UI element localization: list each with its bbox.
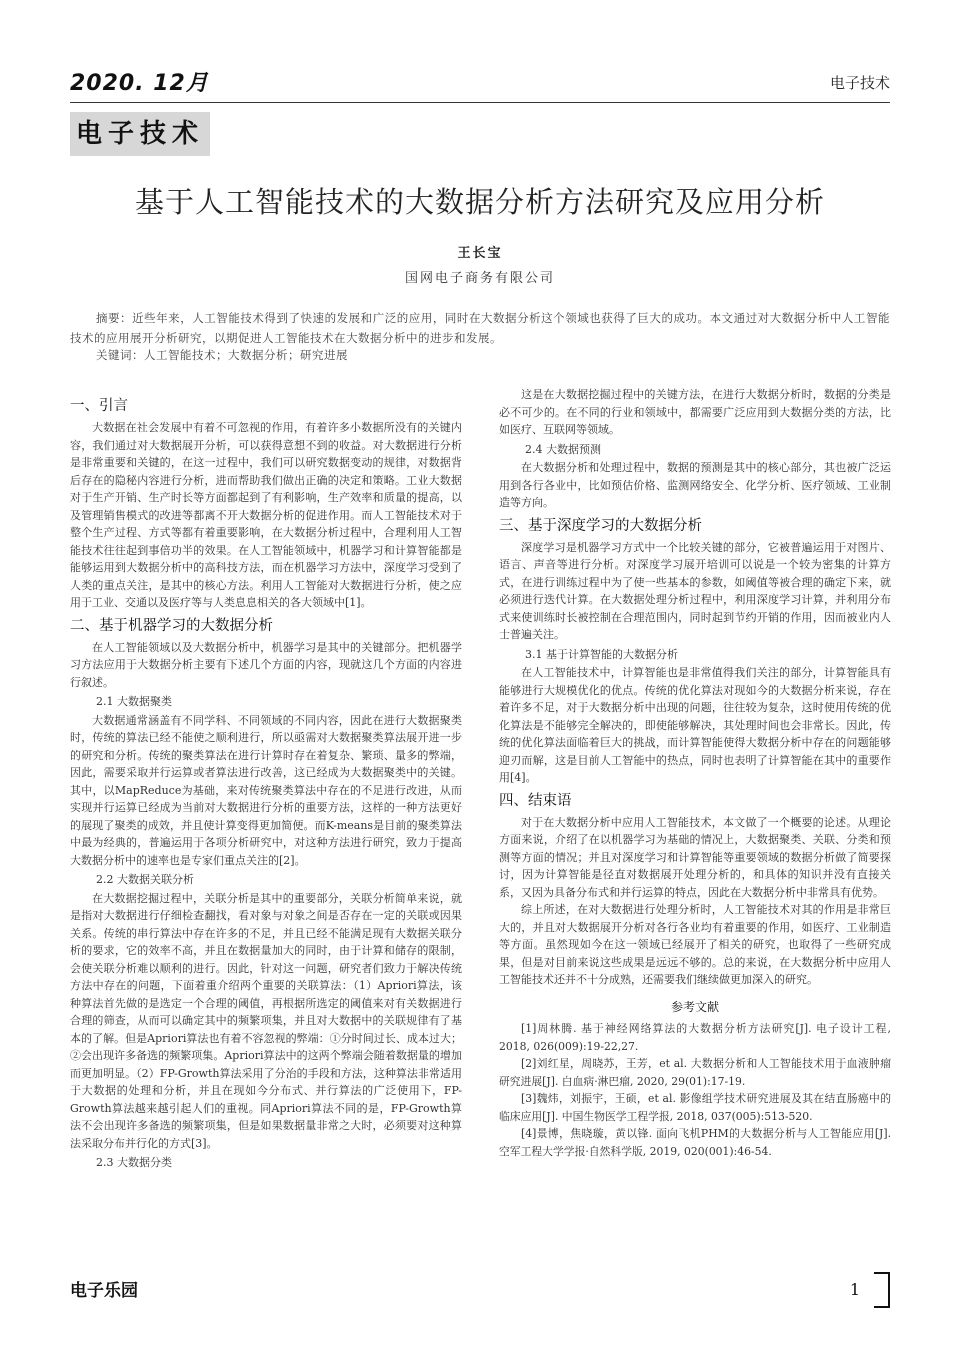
paragraph: 在人工智能领域以及大数据分析中，机器学习是其中的关键部分。把机器学习方法应用于大数据分析主要有下述几个方面的内容，现就这几个方面的内容进行叙述。 xyxy=(70,640,462,689)
paragraph: 在大数据分析和处理过程中，数据的预测是其中的核心部分，其也被广泛运用到各行各业中，比如预估价格、监测网络安全、化学分析、医疗领域、工业制造等方向。 xyxy=(499,461,891,509)
paragraph: 大数据通常涵盖有不同学科、不同领域的不同内容，因此在进行大数据聚类时，传统的算法已经不能使之顺利进行，所以亟需对大数据聚类算法展开进一步的研究和分析。传统的聚类算法在进行计算时存在着复杂、繁琐、量多的弊端，因此，需要采取并行运算或者算法进行改善，这已经成为大数据聚类中的关键。其中，以MapReduce为基础，来对传统聚类算法中存在的不足进行改进，从而实现并行运算已经成为当前对大数据进行分析的重要方法，这样的一种方法更好的展现了聚类的成效，并且使计算变得更加简便。而K-means是目前的聚类算法中最为经典的，普遍运用于各项分析研究中，对这种方法进行研究，致力于提高大数据分析中的速率也是专家们重点关注的[2]。 xyxy=(70,713,462,867)
section-heading: 一、引言 xyxy=(70,398,128,414)
left-column xyxy=(70,392,462,1173)
keywords: 关键词：人工智能技术；大数据分析；研究进展 xyxy=(96,348,348,362)
paragraph: 对于在大数据分析中应用人工智能技术，本文做了一个概要的论述。从理论方面来说，介绍了在以机器学习为基础的情况上，大数据聚类、关联、分类和预测等方面的情况；并且对深度学习和计算智能等重要领域的数据分析做了简要探讨，因为计算智能是径直对数据展开处理分析的，和具体的知识并没有直接关系，又因为具备分布式和并行运算的特点，因此在大数据分析中非常具有优势。 xyxy=(499,815,891,899)
page-marker xyxy=(874,1272,890,1308)
subsection-heading: 2.1 大数据聚类 xyxy=(96,695,172,708)
reference-item: [1]周林腾. 基于神经网络算法的大数据分析方法研究[J]. 电子设计工程, 2018, 026(009):19-22,27. xyxy=(499,1022,891,1053)
section-heading: 二、基于机器学习的大数据分析 xyxy=(70,617,273,634)
subsection-heading: 3.1 基于计算智能的大数据分析 xyxy=(525,647,678,661)
paragraph: 在人工智能技术中，计算智能也是非常值得我们关注的部分，计算智能具有能够进行大规模优化的优点。传统的优化算法对现如今的大数据分析来说，存在着许多不足，对于大数据分析中出现的问题，往往较为复杂，这时使用传统的优化算法是不能够完全解决的，即使能够解决，其处理时间也会非常长。因此，传统的优化算法面临着巨大的挑战，而计算智能使得大数据分析中存在的问题能够迎刃而解，这是目前人工智能中的热点，同时也表明了计算智能在其中的重要作用[4]。 xyxy=(499,666,891,784)
footer-brand: 电子乐园 xyxy=(70,1281,138,1301)
subsection-heading: 2.2 大数据关联分析 xyxy=(96,873,194,886)
paragraph: 深度学习是机器学习方式中一个比较关键的部分，它被普遍运用于对图片、语言、声音等进行分析。对深度学习展开培训可以说是一个较为密集的计算方式，在进行训练过程中为了使一些基本的参数，如阈值等被合理的确定下来，就必须进行迭代计算。在大数据处理分析过程中，利用深度学习计算，并利用分布式来使训练时长被控制在合理范围内，同时起到节约开销的作用，因而被业内人士普遍关注。 xyxy=(499,540,891,641)
affiliation: 国网电子商务有限公司 xyxy=(404,271,555,286)
abstract: 摘要：近些年来，人工智能技术得到了快速的发展和广泛的应用，同时在大数据分析这个领域也获得了巨大的成功。本文通过对大数据分析中人工智能技术的应用展开分析研究，以期促进人工智能技术在大数据分析中的进步和发展。 xyxy=(70,311,890,345)
paragraph: 这是在大数据挖掘过程中的关键方法，在进行大数据分析时，数据的分类是必不可少的。在不同的行业和领域中，都需要广泛应用到大数据分类的方法，比如医疗、互联网等领域。 xyxy=(499,388,891,436)
issue-date: 2020. 12月 xyxy=(70,71,209,96)
reference-item: [2]刘红星，周晓苏，王芳，et al. 大数据分析和人工智能技术用于血液肿瘤研究进展[J]. 白血病·淋巴瘤, 2020, 29(01):17-19. xyxy=(499,1057,891,1088)
page-number: 1 xyxy=(849,1280,860,1299)
reference-item: [4]景博，焦晓璇，黄以锋. 面向飞机PHM的大数据分析与人工智能应用[J]. 空军工程大学学报·自然科学版, 2019, 020(001):46-54. xyxy=(499,1127,891,1158)
header-divider xyxy=(70,102,890,103)
right-column xyxy=(499,386,891,1160)
references-heading: 参考文献 xyxy=(670,999,719,1014)
section-heading: 三、基于深度学习的大数据分析 xyxy=(499,517,702,534)
subsection-heading: 2.4 大数据预测 xyxy=(525,442,601,456)
paragraph: 综上所述，在对大数据进行处理分析时，人工智能技术对其的作用是非常巨大的，并且对大数据展开分析对各行各业均有着重要的作用，如医疗、工业制造等方面。虽然现如今在这一领域已经展开了相关的研究，也取得了一些研究成果，但是对目前来说这些成果是远远不够的。总的来说，在大数据分析中应用人工智能技术还并不十分成熟，还需要我们继续做更加深入的研究。 xyxy=(499,903,891,986)
subsection-heading: 2.3 大数据分类 xyxy=(96,1156,172,1169)
paragraph: 在大数据挖掘过程中，关联分析是其中的重要部分，关联分析简单来说，就是指对大数据进行仔细检查翻找，看对象与对象之间是否存在一定的关联或因果关系。传统的串行算法中存在许多的不足，并且已经不能满足现有大数据关联分析的要求，它的效率不高，并且在数据量加大的同时，由于计算和储存的限制，会使关联分析难以顺利的进行。因此，针对这一问题，研究者们致力于解决传统方法中存在的问题，下面着重介绍两个重要的关联算法：（1）Apriori算法，该种算法首先做的是选定一个合理的阈值，再根据所选定的阈值来对有关数据进行合理的筛查，从而可以确定其中的频繁项集，并且对大数据中的关联规律有了基本的了解。但是Apriori算法也有着不容忽视的弊端：①分时间过长、成本过大；②会出现许多备选的频繁项集。Apriori算法中的这两个弊端会随着数据量的增加而更加明显。（2）FP-Growth算法采用了分治的手段和方法，这种算法非常适用于大数据的处理和分析，并且在现如今分布式、并行算法的广泛使用下，FP-Growth算法越来越引起人们的重视。同Apriori算法不同的是，FP-Growth算法不会出现许多备选的频繁项集，但是如果数据量非常之大时，必须要对这种算法采取分布并行化的方式[3]。 xyxy=(70,891,462,1150)
author: 王长宝 xyxy=(457,246,503,261)
section-heading: 四、结束语 xyxy=(499,792,572,809)
article-title: 基于人工智能技术的大数据分析方法研究及应用分析 xyxy=(134,185,825,219)
paragraph: 大数据在社会发展中有着不可忽视的作用，有着许多小数据所没有的关键内容，我们通过对大数据展开分析，可以获得意想不到的收益。对大数据进行分析是非常重要和关键的，在这一过程中，我们可以研究数据变动的规律，对数据背后存在的隐秘内容进行分析，进而帮助我们做出正确的决定和策略。工业大数据对于生产开销、生产时长等方面都起到了有利影响，生产效率和质量的提高，以及管理销售模式的改进等都离不开大数据分析的促进作用。而人工智能技术对于整个生产过程、方式等都有着重要影响，在大数据分析过程中，合理利用人工智能技术往往起到事倍功半的效果。在人工智能领域中，机器学习和计算智能都是能够运用到大数据分析中的高科技方法，而在机器学习方法中，深度学习受到了人类的重点关注，是其中的核心方法。利用人工智能对大数据进行分析，使之应用于工业、交通以及医疗等与人类息息相关的各大领域中[1]。 xyxy=(70,421,462,609)
reference-item: [3]魏炜，刘振宇，王硕，et al. 影像组学技术研究进展及其在结直肠癌中的临床应用[J]. 中国生物医学工程学报, 2018, 037(005):513-520. xyxy=(499,1092,891,1123)
journal-name: 电子技术 xyxy=(829,74,890,92)
section-tag: 电子技术 xyxy=(70,112,210,156)
